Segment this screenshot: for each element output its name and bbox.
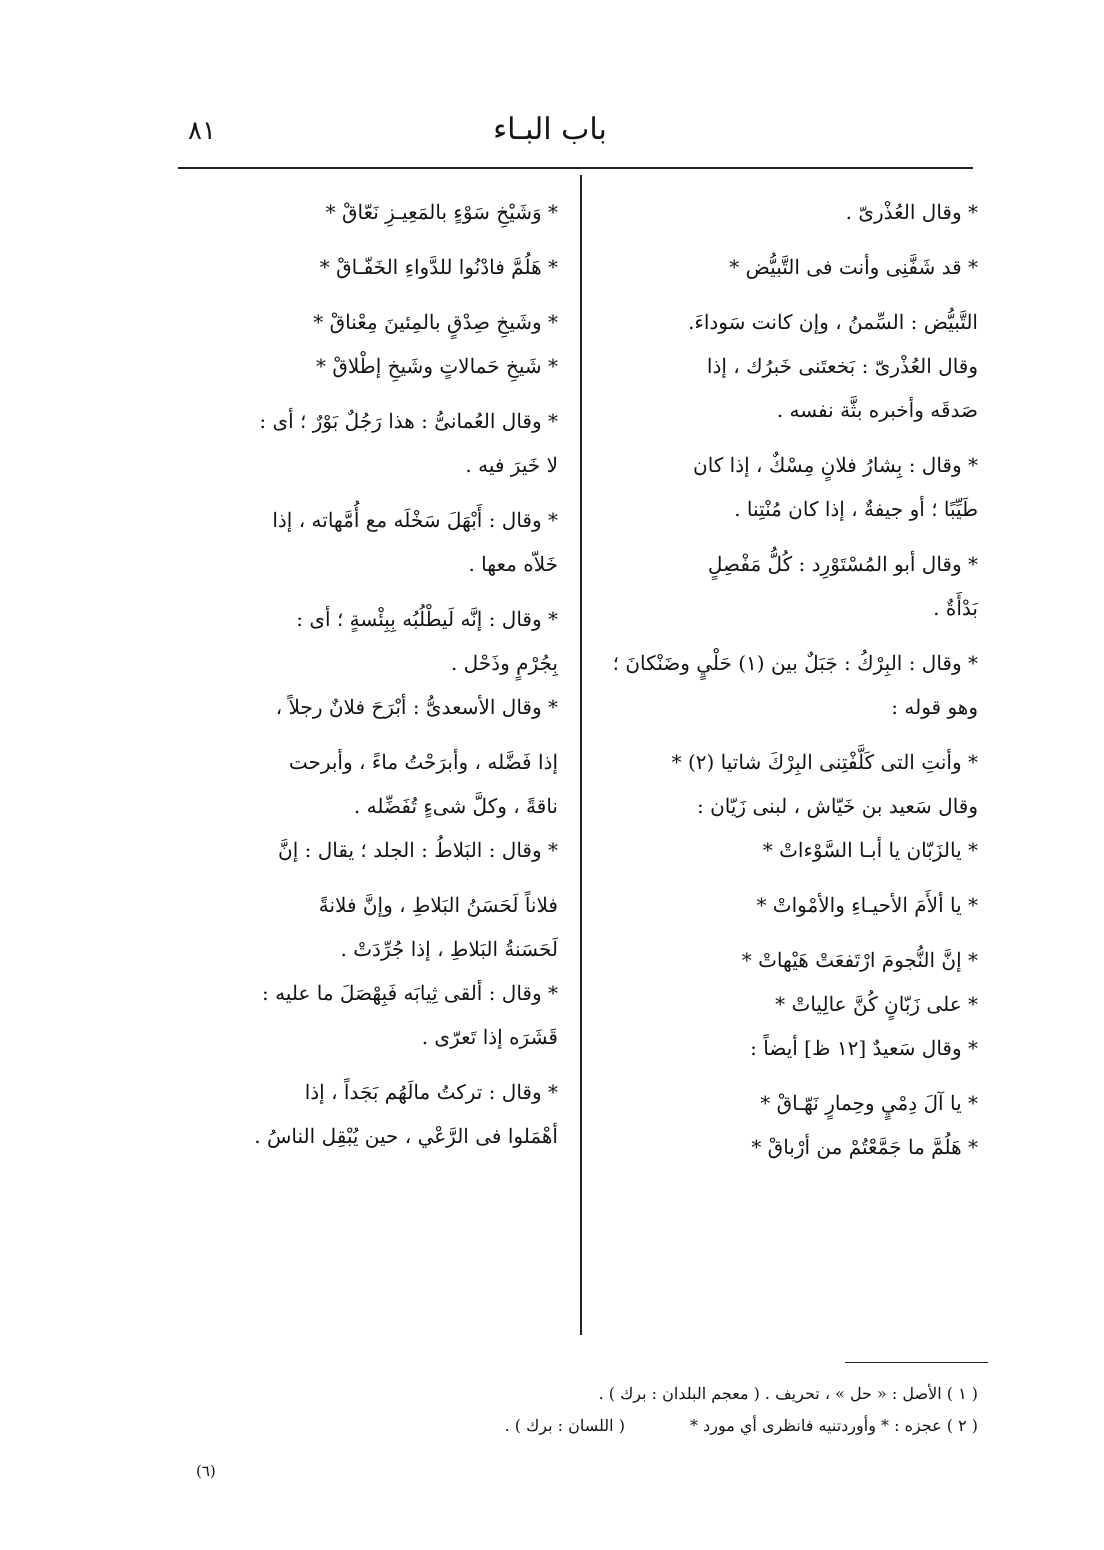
text-line: بِجُرْمٍ وذَحْل . [450, 651, 558, 675]
text-line: * وقال : ألقى ثِيابَه فَبِهْصَلَ ما عليه : [261, 981, 558, 1005]
printer-signature: (٦) [196, 1462, 216, 1480]
text-line: * وقال : أَبْهَلَ سَخْلَه مع أُمَّهاته ، إذا [272, 508, 558, 532]
text-line: ناقةً ، وكلَّ شىءٍ تُفَضِّله . [353, 794, 558, 818]
text-line: * وقال : البِرْكُ : جَبَلٌ بين (١) حَلْيٍ وضَنْكانَ ؛ [612, 651, 978, 675]
text-line: * وقال : بِشارُ فلانٍ مِسْكٌ ، إذا كان [693, 453, 978, 477]
text-line: * وشَيخِ صِدْقٍ بالمِئينَ مِعْناقْ * [313, 310, 558, 334]
text-line: خَلاّه معها . [468, 552, 558, 576]
text-line: * وقال سَعيدٌ [١٢ ظ] أيضاً : [750, 1036, 978, 1060]
header-rule [178, 167, 973, 169]
page-number: ٨١ [188, 116, 216, 146]
footnote-text: ( ١ ) الأصل : « حل » ، تحريف . ( معجم البلدان : برك ) . [598, 1384, 978, 1403]
right-text-column [598, 190, 978, 1169]
text-line: بَدْأَةٌ . [933, 596, 978, 620]
text-line: لَحَسَنةُ البَلاطِ ، إذا جُرِّدَتْ . [340, 937, 558, 961]
text-line: * وقال العُذْرىّ . [845, 200, 978, 224]
footnote-source: ( اللسان : برك ) . [504, 1416, 625, 1435]
text-line: طَيِّبًا ؛ أو جيفةٌ ، إذا كان مُنْتِنا . [734, 497, 978, 521]
text-line: وهو قوله : [891, 695, 978, 719]
text-line: * قد شَفَّنِى وأنت فى التَّبيُّض * [729, 255, 978, 279]
text-line: قَشَرَه إذا تَعرّى . [421, 1025, 558, 1049]
footnote-rule [845, 1362, 988, 1363]
footnote-1 [250, 1378, 978, 1410]
text-line: أهْمَلوا فى الرَّعْي ، حين يُبْقِل الناسُ . [254, 1124, 558, 1148]
text-line: * شَيخِ حَمالاتٍ وشَيخِ إطْلاقْ * [315, 354, 558, 378]
text-line: إذا فَضَّله ، وأبرَحْتُ ماءً ، وأبرحت [288, 750, 558, 774]
text-line: * هَلُمَّ ما جَمَّعْتُمْ من أرْباقْ * [751, 1135, 978, 1159]
text-line: * وقال : تركتُ مالَهُم بَجَداً ، إذا [304, 1080, 558, 1104]
text-line: فلاناً لَحَسَنُ البَلاطِ ، وإنَّ فلانةً [318, 893, 558, 917]
text-line: * يا آلَ دِمْيٍ وحِمارٍ نَهّـاقْ * [760, 1091, 978, 1115]
text-line: * يالزَبّان يا أبـا السَّوْءاتْ * [762, 838, 978, 862]
footnotes [250, 1378, 978, 1442]
text-line: * وقال : إنَّه لَيطْلُبُه بِبِئْسةٍ ؛ أى : [296, 607, 558, 631]
text-line: * وقال أبو المُسْتَوْرِد : كُلُّ مَفْصِلٍ [707, 552, 978, 576]
text-line: * وأنتِ التى كَلَّفْتِنى البِرْكَ شاتيا (٢) * [671, 750, 978, 774]
text-line: * وقال : البَلاطُ : الجلد ؛ يقال : إنَّ [278, 838, 558, 862]
text-line: صَدقَه وأخبره بثَّة نفسه . [776, 398, 978, 422]
text-line: لا خَيرَ فيه . [465, 453, 558, 477]
footnote-2 [250, 1410, 978, 1442]
text-line: وقال سَعيد بن خَيّاش ، لبنى زَيّان : [696, 794, 978, 818]
column-divider [580, 175, 582, 1335]
text-line: وقال العُذْرىّ : بَخعتَنى خَبرُك ، إذا [706, 354, 978, 378]
text-line: * يا ألأَمَ الأحيـاءِ والأمْواتْ * [756, 893, 978, 917]
text-line: * إنَّ النُّجومَ ارْتَفعَتْ هَيْهاتْ * [741, 948, 978, 972]
text-line: * وقال الأسعدىُّ : أبْرَحَ فلانٌ رجلاً ، [275, 695, 558, 719]
text-line: * وَشَيْخِ سَوْءٍ بالمَعِيـزِ نَعّاقْ * [325, 200, 558, 224]
text-line: التَّبيُّض : السِّمنُ ، وإن كانت سَوداءَ. [688, 310, 978, 334]
text-line: * على زَبّانٍ كُنَّ عالِياتْ * [775, 992, 978, 1016]
chapter-title: باب البـاء [493, 112, 607, 147]
footnote-text: ( ٢ ) عجزه : * وأوردتنيه فانظرى أي مورد * [690, 1416, 978, 1435]
left-text-column [178, 190, 558, 1158]
text-line: * وقال العُمانىُّ : هذا رَجُلٌ بَوْرٌ ؛ أى : [259, 409, 558, 433]
text-line: * هَلُمَّ فادْنُوا للدَّواءِ الخَفّـاقْ * [319, 255, 558, 279]
